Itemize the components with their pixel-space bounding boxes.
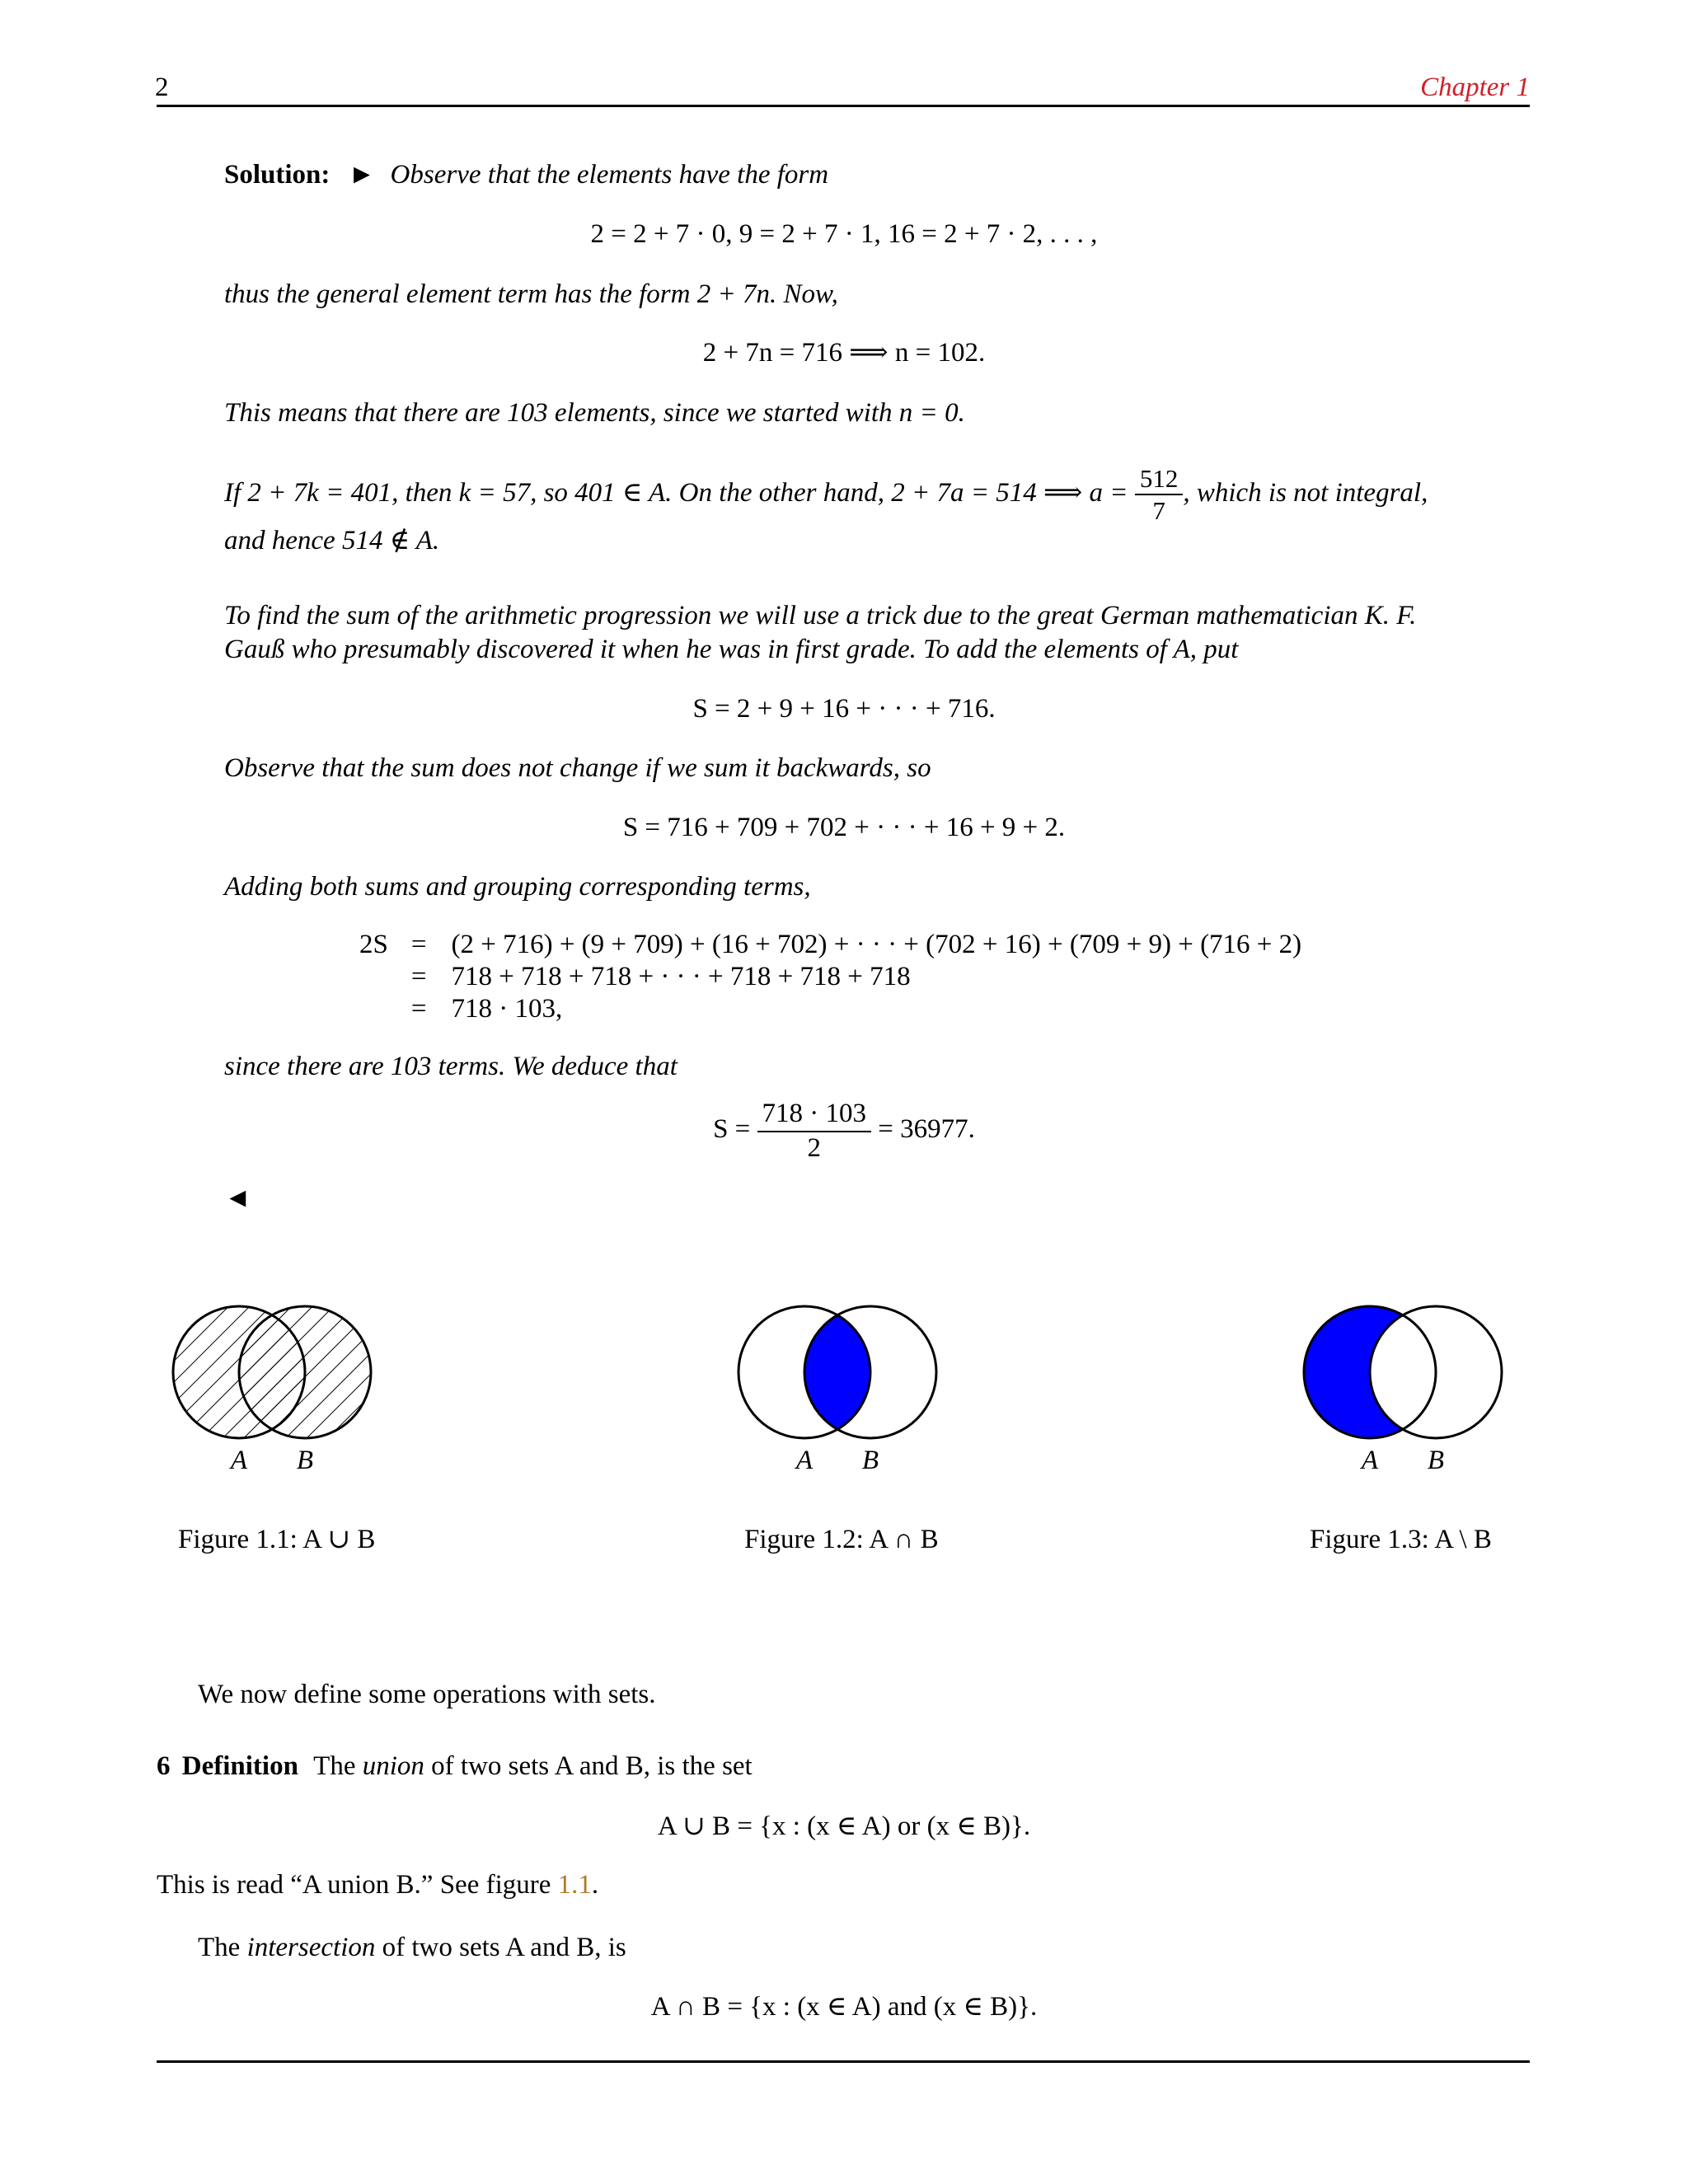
definition-label: Definition: [181, 1751, 298, 1781]
aligned-row: [359, 993, 1301, 1025]
union-read-line: [157, 1868, 598, 1902]
count-text: This means that there are 103 elements, since we started with n = 0.: [224, 398, 965, 428]
gauss-line-2: Gauß who presumably discovered it when he was in first grade. To add the elements of A, put: [224, 635, 1239, 664]
equation-forms: 2 = 2 + 7 · 0, 9 = 2 + 7 · 1, 16 = 2 + 7 · 2, . . . ,: [590, 219, 1098, 249]
solution-label: Solution:: [224, 160, 331, 190]
aligned-equals: =: [410, 994, 427, 1024]
membership-text-1: If 2 + 7k = 401, then k = 57, so 401 ∈ A. On the other hand, 2 + 7a = 514 ⟹ a =: [224, 477, 1128, 508]
aligned-row: [359, 961, 1301, 993]
union-text-post: of two sets A and B, is the set: [424, 1751, 753, 1781]
aligned-equations: [359, 929, 1301, 1025]
final-denominator: 2: [807, 1132, 822, 1163]
figure-intersection-diagram: [722, 1294, 969, 1492]
intersection-text-post: of two sets A and B, is: [375, 1933, 626, 1962]
membership-line-2: and hence 514 ∉ A.: [224, 526, 440, 555]
solution-intro-line: [224, 158, 828, 192]
equation-sum: S = 2 + 9 + 16 + · · · + 716.: [692, 694, 996, 724]
definition-6-line: [157, 1750, 753, 1783]
figure-1-1-caption: Figure 1.1: A ∪ B: [178, 1525, 376, 1554]
figure-1-3-caption: Figure 1.3: A \ B: [1310, 1525, 1492, 1554]
equation-n: 2 + 7n = 716 ⟹ n = 102.: [702, 338, 986, 368]
final-equation: [0, 1098, 1688, 1165]
gauss-line-1: To find the sum of the arithmetic progression we will use a trick due to the great German mathematician K. F.: [224, 601, 1417, 630]
adding-text: Adding both sums and grouping corresponding terms,: [224, 872, 811, 902]
aligned-equals: =: [410, 962, 427, 991]
footer-rule: [157, 2060, 1530, 2063]
membership-line-1: [224, 463, 1428, 526]
label-b: B: [296, 1446, 314, 1475]
figure-1-2-caption: Figure 1.2: A ∩ B: [744, 1525, 939, 1554]
equation-intersection: A ∩ B = {x : (x ∈ A) and (x ∈ B)}.: [650, 1992, 1038, 2022]
fraction-numerator: 512: [1135, 463, 1184, 495]
aligned-row: [359, 929, 1301, 961]
label-b: B: [1427, 1446, 1445, 1475]
final-lhs: S =: [713, 1114, 751, 1145]
aligned-rhs: (2 + 716) + (9 + 709) + (16 + 702) + · · · + (702 + 16) + (709 + 9) + (716 + 2): [451, 930, 1302, 959]
header-rule: [157, 105, 1530, 107]
final-rhs: = 36977.: [878, 1114, 975, 1145]
union-term: union: [362, 1751, 424, 1781]
equation-sum-backwards: S = 716 + 709 + 702 + · · · + 16 + 9 + 2.: [622, 813, 1066, 842]
intersection-text-pre: The: [198, 1933, 247, 1962]
union-read-end: .: [591, 1870, 599, 1900]
figure-1-1-link[interactable]: 1.1: [557, 1870, 592, 1900]
terms-text: since there are 103 terms. We deduce that: [224, 1052, 678, 1081]
union-text-pre: The: [313, 1751, 363, 1781]
label-a: A: [795, 1446, 814, 1475]
figure-union-diagram: [157, 1294, 404, 1492]
aligned-rhs: 718 · 103,: [451, 994, 563, 1024]
solution-end-marker: ◄: [224, 1183, 251, 1213]
membership-text-2: , which is not integral,: [1183, 477, 1428, 508]
aligned-rhs: 718 + 718 + 718 + · · · + 718 + 718 + 718: [451, 962, 911, 991]
definition-number: 6: [157, 1751, 171, 1781]
final-numerator: 718 · 103: [757, 1098, 872, 1132]
figure-difference-diagram: [1287, 1294, 1535, 1492]
aligned-lhs: 2S: [359, 930, 388, 959]
intersection-def-line: [198, 1931, 626, 1965]
intersection-term: intersection: [246, 1933, 376, 1962]
label-b: B: [861, 1446, 879, 1475]
definitions-intro: We now define some operations with sets.: [198, 1680, 656, 1709]
solution-intro-text: Observe that the elements have the form: [390, 160, 829, 190]
equation-union: A ∪ B = {x : (x ∈ A) or (x ∈ B)}.: [657, 1811, 1031, 1841]
page-number: 2: [155, 73, 169, 102]
label-a: A: [230, 1446, 248, 1475]
label-a: A: [1361, 1446, 1379, 1475]
chapter-title: Chapter 1: [1420, 73, 1530, 102]
backwards-text: Observe that the sum does not change if we sum it backwards, so: [224, 753, 931, 783]
union-read-text: This is read “A union B.” See figure: [157, 1870, 558, 1900]
aligned-equals: =: [410, 930, 427, 959]
general-term-text: thus the general element term has the form 2 + 7n. Now,: [224, 279, 838, 309]
final-fraction: [757, 1098, 872, 1165]
fraction-denominator: 7: [1152, 496, 1165, 526]
solution-start-marker: ►: [348, 160, 376, 190]
set-b-circle: [239, 1306, 371, 1438]
fraction-512-7: [1135, 463, 1184, 526]
